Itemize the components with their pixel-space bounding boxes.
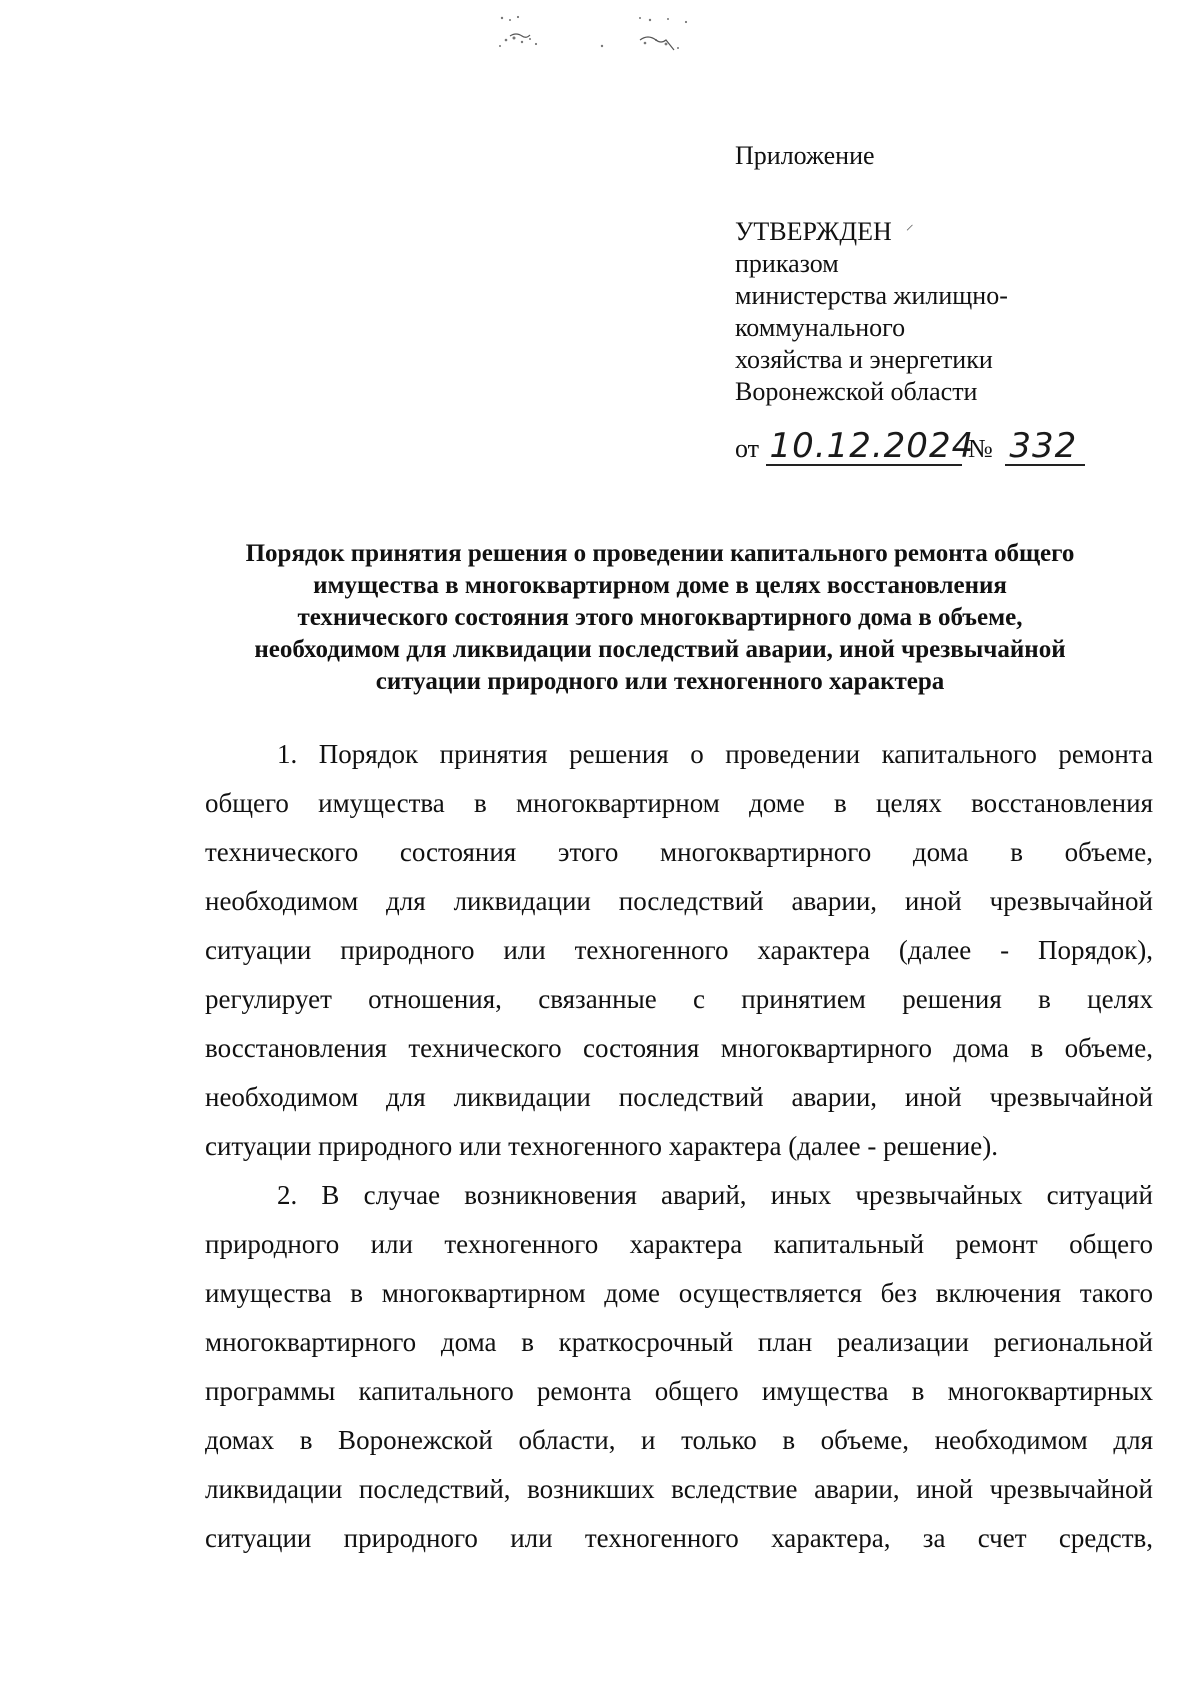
body-line: природного или техногенного характера капитальный ремонт общего	[205, 1229, 1153, 1259]
body-line: необходимом для ликвидации последствий аварии, иной чрезвычайной	[205, 1082, 1153, 1112]
body-line: 1. Порядок принятия решения о проведении капитального ремонта	[277, 739, 1153, 769]
order-from-label: от	[735, 434, 760, 463]
scan-artifact-marks	[490, 10, 720, 70]
order-reference	[735, 428, 1085, 466]
body-line: домах в Воронежской области, и только в объеме, необходимом для	[205, 1425, 1153, 1455]
body-line: восстановления технического состояния многоквартирного дома в объеме,	[205, 1033, 1153, 1063]
approved-label: УТВЕРЖДЕН	[735, 217, 892, 246]
approved-by-line: Воронежской области	[735, 377, 978, 406]
body-line: имущества в многоквартирном доме осуществляется без включения такого	[205, 1278, 1153, 1308]
order-number-handwritten: 332	[1005, 428, 1085, 466]
body-line: необходимом для ликвидации последствий аварии, иной чрезвычайной	[205, 886, 1153, 916]
appendix-label: Приложение	[735, 141, 875, 170]
body-line: ликвидации последствий, возникших вследствие аварии, иной чрезвычайной	[205, 1474, 1153, 1504]
body-line: программы капитального ремонта общего имущества в многоквартирных	[205, 1376, 1153, 1406]
approved-by-line: хозяйства и энергетики	[735, 345, 993, 374]
document-title	[190, 538, 1130, 698]
title-line: Порядок принятия решения о проведении капитального ремонта общего	[245, 540, 1075, 567]
title-line: необходимом для ликвидации последствий аварии, иной чрезвычайной	[254, 636, 1066, 663]
body-line: многоквартирного дома в краткосрочный план реализации региональной	[205, 1327, 1153, 1357]
body-line: технического состояния этого многоквартирного дома в объеме,	[205, 837, 1153, 867]
body-line: ситуации природного или техногенного характера (далее - решение).	[205, 1131, 998, 1161]
title-line: имущества в многоквартирном доме в целях восстановления	[313, 572, 1007, 599]
approved-by-line: приказом	[735, 249, 839, 278]
approved-by-line: коммунального	[735, 313, 906, 342]
body-line: регулирует отношения, связанные с принятием решения в целях	[205, 984, 1153, 1014]
order-number-label: №	[968, 434, 993, 463]
title-line: технического состояния этого многоквартирного дома в объеме,	[297, 604, 1023, 631]
approval-block	[735, 140, 1155, 408]
body-line: 2. В случае возникновения аварий, иных чрезвычайных ситуаций	[277, 1180, 1153, 1210]
body-line: общего имущества в многоквартирном доме в целях восстановления	[205, 788, 1153, 818]
pen-tick-mark: ⸍	[905, 223, 914, 240]
title-line: ситуации природного или техногенного характера	[375, 668, 945, 695]
body-line: ситуации природного или техногенного характера, за счет средств,	[205, 1523, 1153, 1553]
order-date-handwritten: 10.12.2024	[766, 428, 962, 466]
document-body	[205, 730, 1153, 1563]
body-line: ситуации природного или техногенного характера (далее - Порядок),	[205, 935, 1153, 965]
approved-by-line: министерства жилищно-	[735, 281, 1008, 310]
